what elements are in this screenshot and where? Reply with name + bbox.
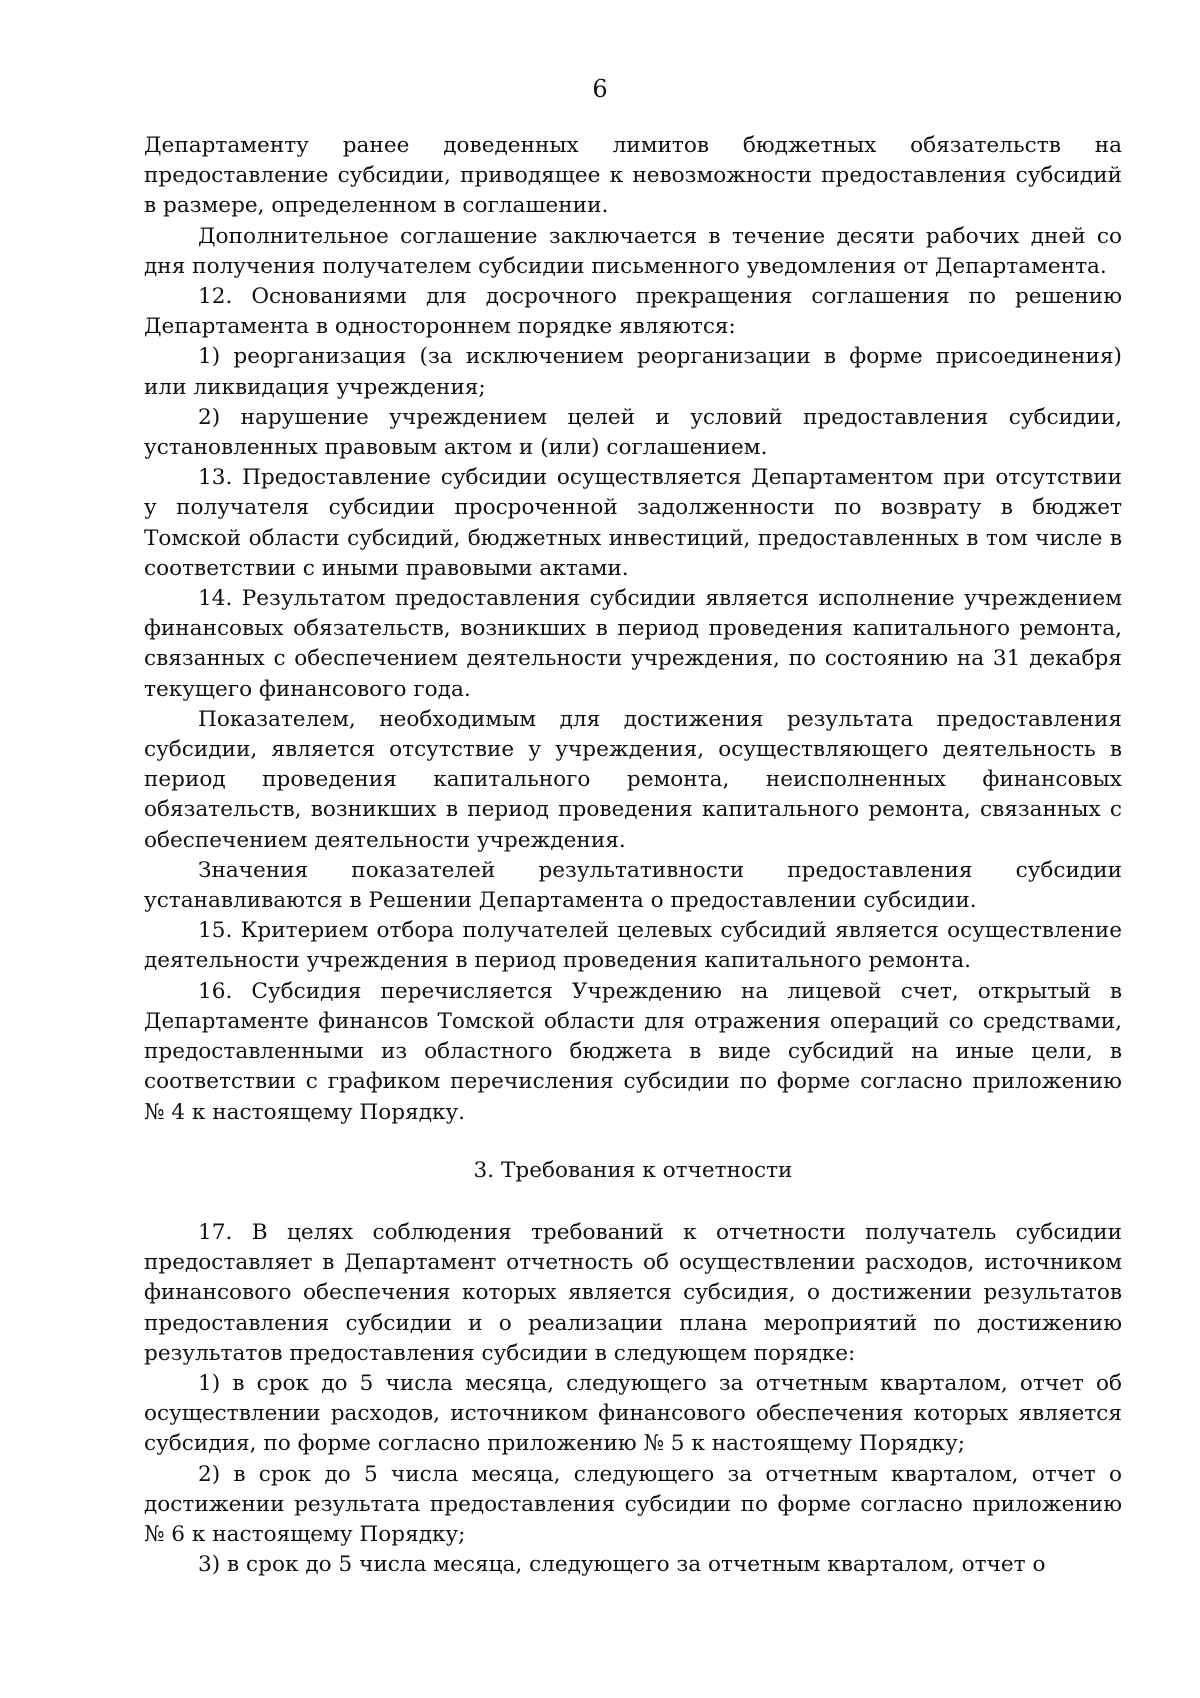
paragraph: 1) в срок до 5 числа месяца, следующего за отчетным кварталом, отчет об осуществлении расходов, источником финансового обеспечения которых является субсидия, по форме согласно приложению № 5 к настоящему Порядку;: [144, 1370, 1122, 1457]
paragraph: 2) в срок до 5 числа месяца, следующего за отчетным кварталом, отчет о достижении результата предоставления субсидии по форме согласно приложению № 6 к настоящему Порядку;: [144, 1461, 1122, 1547]
page-number: 6: [592, 75, 608, 103]
paragraph: 14. Результатом предоставления субсидии является исполнение учреждением финансовых обязательств, возникших в период проведения капитального ремонта, связанных с обеспечением деятельности учреждения, по состоянию на 31 декабря текущего финансового года.: [144, 586, 1122, 702]
paragraph: 13. Предоставление субсидии осуществляется Департаментом при отсутствии у получателя субсидии просроченной задолженности по возврату в бюджет Томской области субсидий, бюджетных инвестиций, предоставленных в том числе в соответствии с иными правовыми актами.: [144, 465, 1122, 581]
paragraph: 2) нарушение учреждением целей и условий предоставления субсидии, установленных правовым актом и (или) соглашением.: [144, 404, 1122, 461]
paragraph: 1) реорганизация (за исключением реорганизации в форме присоединения) или ликвидация учреждения;: [144, 344, 1122, 400]
paragraph: Дополнительное соглашение заключается в течение десяти рабочих дней со дня получения получателем субсидии письменного уведомления от Департамента.: [144, 223, 1122, 279]
section-heading: 3. Требования к отчетности: [473, 1157, 793, 1183]
paragraph: Департаменту ранее доведенных лимитов бюджетных обязательств на предоставление субсидии, приводящее к невозможности предоставления субсидий в размере, определенном в соглашении.: [144, 133, 1122, 219]
paragraphs-before: [144, 131, 1122, 1128]
paragraph: 15. Критерием отбора получателей целевых субсидий является осуществление деятельности учреждения в период проведения капитального ремонта.: [144, 918, 1122, 974]
paragraph: 16. Субсидия перечисляется Учреждению на лицевой счет, открытый в Департаменте финансов Томской области для отражения операций со средствами, предоставленными из областного бюджета в виде субсидий на иные цели, в соответствии с графиком перечисления субсидии по форме согласно приложению № 4 к настоящему Порядку.: [144, 978, 1122, 1125]
paragraph: Показателем, необходимым для достижения результата предоставления субсидии, является отсутствие у учреждения, осуществляющего деятельность в период проведения капитального ремонта, неисполненных финансовых обязательств, возникших в период проведения капитального ремонта, связанных с обеспечением деятельности учреждения.: [144, 706, 1122, 853]
paragraph: Значения показателей результативности предоставления субсидии устанавливаются в Решении Департамента о предоставлении субсидии.: [144, 857, 1122, 914]
paragraph: 12. Основаниями для досрочного прекращения соглашения по решению Департамента в одностороннем порядке являются:: [144, 284, 1122, 340]
document-body: [144, 131, 1122, 1580]
paragraph: 17. В целях соблюдения требований к отчетности получатель субсидии предоставляет в Департамент отчетность об осуществлении расходов, источником финансового обеспечения которых является субсидия, о достижении результатов предоставления субсидии и о реализации плана мероприятий по достижению результатов предоставления субсидии в следующем порядке:: [144, 1219, 1122, 1366]
paragraphs-after: [144, 1218, 1122, 1580]
paragraph: 3) в срок до 5 числа месяца, следующего за отчетным кварталом, отчет о: [198, 1552, 1046, 1578]
